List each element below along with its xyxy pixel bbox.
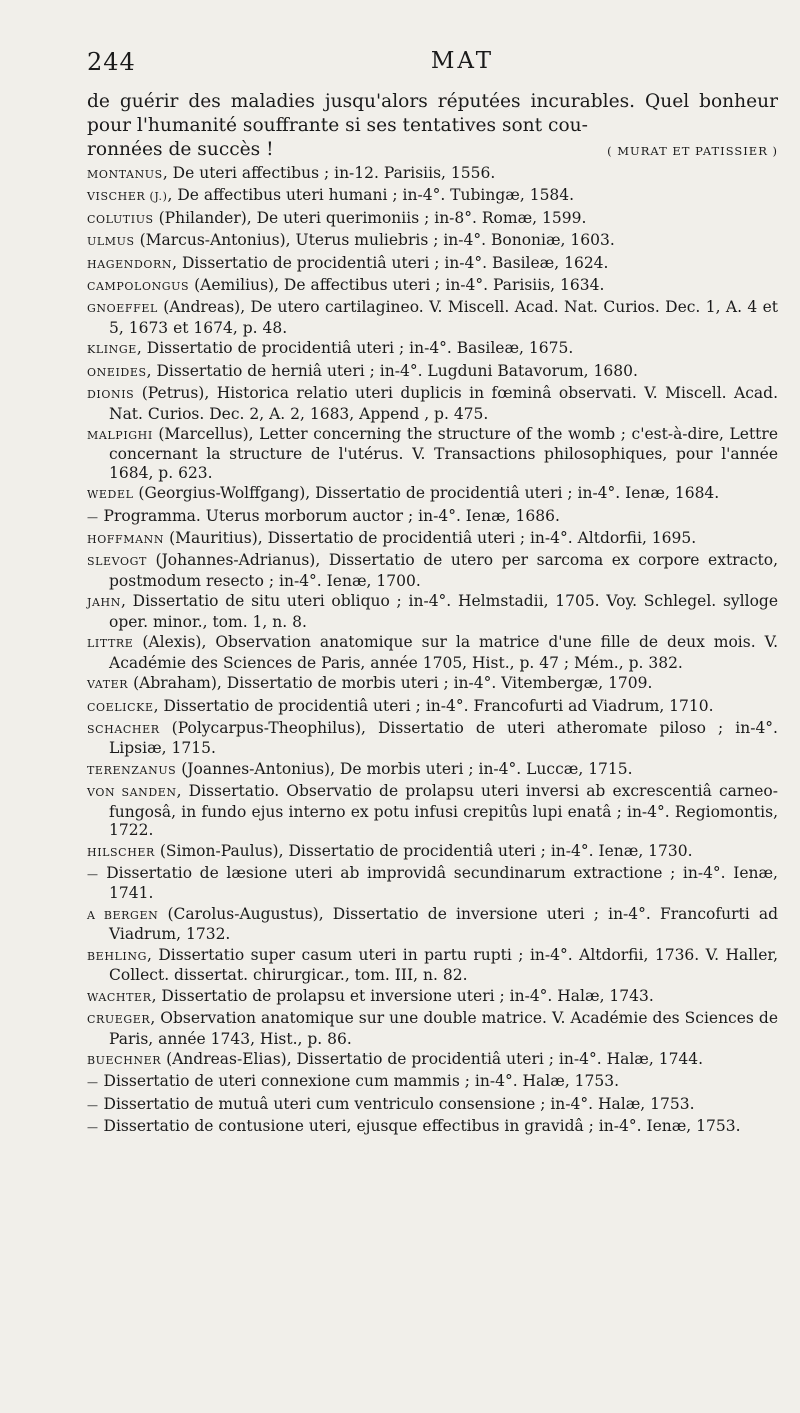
bibliography-entry bbox=[87, 760, 778, 781]
entry-citation: (Joannes-Antonius), De morbis uteri ; in-4°. Luccæ, 1715. bbox=[176, 759, 633, 778]
entry-author: VISCHER (J.) bbox=[87, 190, 168, 204]
bibliography-entry bbox=[87, 425, 778, 483]
entry-author: — bbox=[87, 867, 99, 881]
entry-citation: (Marcellus), Letter concerning the structure of the womb ; c'est-à-dire, Lettre concernant la structure de l'utérus. V. Transactions philosophiques, pour l'année 1684, p. 623. bbox=[109, 424, 778, 482]
entry-author: VON SANDEN bbox=[87, 786, 177, 800]
page-number: 244 bbox=[87, 48, 136, 76]
entry-citation: Dissertatio de læsione uteri ab improvidâ secundinarum extractione ; in-4°. Ienæ, 1741. bbox=[98, 863, 778, 903]
entry-citation: , Dissertatio super casum uteri in partu rupti ; in-4°. Altdorfii, 1736. V. Haller, Collect. dissertat. chirurgicar., tom. III, n. 82. bbox=[109, 945, 778, 985]
entry-citation: Dissertatio de mutuâ uteri cum ventriculo consensione ; in-4°. Halæ, 1753. bbox=[98, 1094, 695, 1113]
bibliography-entry bbox=[87, 254, 778, 275]
bibliography-entry bbox=[87, 529, 778, 550]
intro-paragraph: de guérir des maladies jusqu'alors réputées incurables. Quel bonheur pour l'humanité souffrante si ses tentatives sont cou- bbox=[87, 91, 778, 136]
entry-citation: (Alexis), Observation anatomique sur la matrice d'une fille de deux mois. V. Académie des Sciences de Paris, année 1705, Hist., p. 47 ; Mém., p. 382. bbox=[109, 633, 778, 672]
entry-citation: , Dissertatio de procidentiâ uteri ; in-4°. Basileæ, 1675. bbox=[136, 339, 574, 358]
bibliography-entry bbox=[87, 1117, 778, 1138]
entry-citation: , De uteri affectibus ; in-12. Parisiis, 1556. bbox=[162, 164, 496, 182]
entry-author: KLINGE bbox=[87, 343, 137, 357]
entry-author: MONTANUS bbox=[87, 168, 163, 181]
running-head: MAT bbox=[430, 48, 495, 74]
entry-citation: (Petrus), Historica relatio uteri duplicis in fœminâ observati. V. Miscell. Acad. Nat. Curios. Dec. 2, A. 2, 1683, Append , p. 475. bbox=[109, 384, 778, 423]
entry-citation: , Dissertatio de procidentiâ uteri ; in-4°. Francofurti ad Viadrum, 1710. bbox=[153, 696, 714, 715]
entry-author: HAGENDORN bbox=[87, 257, 173, 271]
bibliography-entry bbox=[87, 782, 778, 840]
entry-author: BUECHNER bbox=[87, 1053, 162, 1067]
entry-author: — bbox=[87, 1076, 99, 1090]
bibliography-entry bbox=[87, 507, 778, 528]
bibliography-entry bbox=[87, 298, 778, 337]
intro-last-line: ronnées de succès ! bbox=[87, 139, 274, 160]
bibliography-entry bbox=[87, 339, 778, 360]
bibliography-entry bbox=[87, 551, 778, 590]
author-signature: ( MURAT ET PATISSIER ) bbox=[607, 144, 778, 158]
entry-author: — bbox=[87, 1098, 99, 1112]
bibliography-entry bbox=[87, 697, 778, 718]
entry-citation: Programma. Uterus morborum auctor ; in-4°. Ienæ, 1686. bbox=[98, 506, 560, 525]
bibliography-entry bbox=[87, 633, 778, 672]
entry-author: CAMPOLONGUS bbox=[87, 279, 190, 293]
entry-citation: Dissertatio de uteri connexione cum mammis ; in-4°. Halæ, 1753. bbox=[98, 1072, 620, 1091]
entry-author: — bbox=[87, 510, 99, 524]
entry-author: COLUTIUS bbox=[87, 212, 154, 226]
entry-citation: (Andreas), De utero cartilagineo. V. Miscell. Acad. Nat. Curios. Dec. 1, A. 4 et 5, 1673 et 1674, p. 48. bbox=[109, 298, 778, 337]
bibliography-entry bbox=[87, 164, 778, 185]
entry-citation: (Abraham), Dissertatio de morbis uteri ; in-4°. Vitembergæ, 1709. bbox=[128, 674, 653, 693]
bibliography-entry bbox=[87, 987, 778, 1008]
entry-author: BEHLING bbox=[87, 949, 147, 963]
bibliography-entry bbox=[87, 1095, 778, 1116]
bibliography-entry bbox=[87, 362, 778, 383]
bibliography-entry bbox=[87, 231, 778, 252]
entry-author: ULMUS bbox=[87, 235, 135, 249]
entry-author: — bbox=[87, 1121, 99, 1135]
page-header bbox=[87, 48, 778, 90]
intro-closing-line bbox=[87, 138, 778, 163]
entry-author: GNOEFFEL bbox=[87, 302, 158, 316]
entry-author: HILSCHER bbox=[87, 845, 155, 859]
entry-citation: , Dissertatio de herniâ uteri ; in-4°. Lugduni Batavorum, 1680. bbox=[146, 361, 638, 380]
entry-author: CRUEGER bbox=[87, 1013, 151, 1027]
entry-citation: , Dissertatio de situ uteri obliquo ; in-4°. Helmstadii, 1705. Voy. Schlegel. sylloge oper. minor., tom. 1, n. 8. bbox=[109, 592, 778, 631]
bibliography-entry bbox=[87, 674, 778, 695]
entry-author: DIONIS bbox=[87, 388, 135, 402]
entry-citation: (Simon-Paulus), Dissertatio de procidentiâ uteri ; in-4°. Ienæ, 1730. bbox=[154, 841, 693, 860]
entry-citation: , Dissertatio de prolapsu et inversione uteri ; in-4°. Halæ, 1743. bbox=[151, 986, 654, 1005]
bibliography-entry bbox=[87, 1050, 778, 1071]
entry-citation: , Dissertatio de procidentiâ uteri ; in-4°. Basileæ, 1624. bbox=[172, 253, 609, 272]
entry-author: JAHN bbox=[87, 596, 121, 610]
entry-author: COELICKE bbox=[87, 700, 154, 714]
bibliography-entry bbox=[87, 592, 778, 631]
entry-author: SCHACHER bbox=[87, 722, 160, 736]
bibliography-entry bbox=[87, 1072, 778, 1093]
entry-citation: (Georgius-Wolffgang), Dissertatio de procidentiâ uteri ; in-4°. Ienæ, 1684. bbox=[133, 484, 720, 503]
entry-citation: Dissertatio de contusione uteri, ejusque effectibus in gravidâ ; in-4°. Ienæ, 1753. bbox=[98, 1117, 741, 1136]
entry-author: WEDEL bbox=[87, 488, 134, 502]
entry-citation: (Johannes-Adrianus), Dissertatio de utero per sarcoma ex corpore extracto, postmodum resecto ; in-4°. Ienæ, 1700. bbox=[109, 551, 778, 590]
bibliography-entry bbox=[87, 842, 778, 863]
entry-citation: (Aemilius), De affectibus uteri ; in-4°. Parisiis, 1634. bbox=[189, 275, 605, 294]
entry-citation: (Mauritius), Dissertatio de procidentiâ uteri ; in-4°. Altdorfii, 1695. bbox=[164, 529, 697, 548]
entry-author: VATER bbox=[87, 678, 129, 692]
entry-author: A BERGEN bbox=[87, 908, 159, 922]
entry-author: LITTRE bbox=[87, 637, 134, 651]
bibliography-entry bbox=[87, 186, 778, 207]
bibliography-entry bbox=[87, 484, 778, 505]
entry-author: TERENZANUS bbox=[87, 763, 177, 777]
entry-citation: (Polycarpus-Theophilus), Dissertatio de uteri atheromate piloso ; in-4°. Lipsiæ, 1715. bbox=[109, 718, 778, 758]
bibliography-entry bbox=[87, 209, 778, 230]
bibliography-entry bbox=[87, 719, 778, 758]
entry-author: MALPIGHI bbox=[87, 428, 153, 442]
entry-citation: (Marcus-Antonius), Uterus muliebris ; in-4°. Bononiæ, 1603. bbox=[134, 231, 615, 250]
bibliography-entry bbox=[87, 864, 778, 903]
entry-author: ONEIDES bbox=[87, 365, 147, 379]
bibliography-list bbox=[87, 164, 778, 1138]
entry-author: SLEVOGT bbox=[87, 555, 147, 569]
bibliography-entry bbox=[87, 384, 778, 423]
entry-author: HOFFMANN bbox=[87, 533, 165, 547]
bibliography-entry bbox=[87, 276, 778, 297]
entry-citation: , Observation anatomique sur une double matrice. V. Académie des Sciences de Paris, année 1743, Hist., p. 86. bbox=[109, 1009, 778, 1048]
bibliography-entry bbox=[87, 1009, 778, 1048]
entry-citation: (Andreas-Elias), Dissertatio de procidentiâ uteri ; in-4°. Halæ, 1744. bbox=[161, 1049, 704, 1068]
entry-author: WACHTER bbox=[87, 990, 152, 1004]
bibliography-entry bbox=[87, 905, 778, 944]
entry-citation: (Philander), De uteri querimoniis ; in-8°. Romæ, 1599. bbox=[153, 208, 587, 227]
bibliography-entry bbox=[87, 946, 778, 985]
entry-citation: , Dissertatio. Observatio de prolapsu uteri inversi ab excrescentiâ carneo-fungosâ, in fundo ejus interno ex potu infusi crepitûs lupi enatâ ; in-4°. Regiomontis, 1722. bbox=[109, 782, 778, 840]
entry-citation: , De affectibus uteri humani ; in-4°. Tubingæ, 1584. bbox=[167, 186, 575, 205]
entry-citation: (Carolus-Augustus), Dissertatio de inversione uteri ; in-4°. Francofurti ad Viadrum, 1732. bbox=[109, 904, 778, 944]
